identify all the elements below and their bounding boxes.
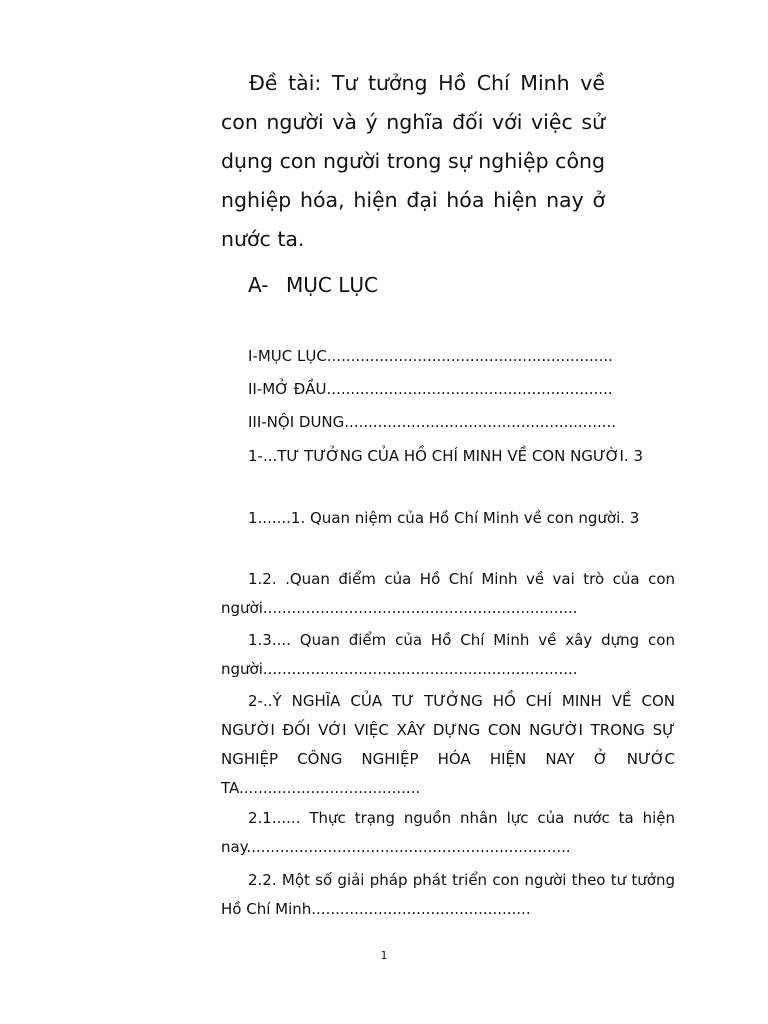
document-title: Đề tài: Tư tưởng Hồ Chí Minh về con người và ý nghĩa đối với việc sử dụng con người trong sự nghiệp công nghiệp hóa, hiện đại hóa hiện nay ở nước ta. bbox=[221, 71, 605, 251]
toc-entry-intro-toc[interactable]: I-MỤC LỤC............................................................ bbox=[248, 347, 613, 365]
toc-entry-2-2[interactable]: 2.2. Một số giải pháp phát triển con người theo tư tưởng Hồ Chí Minh.............................................. bbox=[221, 871, 675, 918]
toc-entry-1-3[interactable]: 1.3.... Quan điểm của Hồ Chí Minh về xây dựng con người.................................................................. bbox=[221, 631, 675, 678]
toc-entry-1-1[interactable]: 1.......1. Quan niệm của Hồ Chí Minh về con người. 3 bbox=[248, 509, 640, 527]
toc-entry-1-2[interactable]: 1.2. .Quan điểm của Hồ Chí Minh về vai trò của con người.................................................................. bbox=[221, 570, 675, 617]
section-title: MỤC LỤC bbox=[286, 273, 378, 297]
toc-entry-2-1[interactable]: 2.1...... Thực trạng nguồn nhân lực của nước ta hiện nay.................................................................... bbox=[221, 809, 675, 856]
section-heading bbox=[248, 271, 378, 299]
toc-entry-content[interactable]: III-NỘI DUNG......................................................... bbox=[248, 413, 617, 431]
section-number: A- bbox=[248, 273, 269, 297]
toc-entry-1[interactable]: 1-...TƯ TƯỞNG CỦA HỒ CHÍ MINH VỀ CON NGƯỜI. 3 bbox=[248, 447, 644, 465]
page-number: 1 bbox=[380, 949, 388, 962]
toc-entry-opening[interactable]: II-MỞ ĐẦU............................................................ bbox=[248, 380, 613, 398]
toc-entry-2[interactable]: 2-..Ý NGHĨA CỦA TƯ TƯỞNG HỒ CHÍ MINH VỀ CON NGƯỜI ĐỐI VỚI VIỆC XÂY DỰNG CON NGƯỜI TRONG SỰ NGHIỆP CÔNG NGHIỆP HÓA HIỆN NAY Ở NƯỚC TA...................................... bbox=[221, 692, 675, 797]
